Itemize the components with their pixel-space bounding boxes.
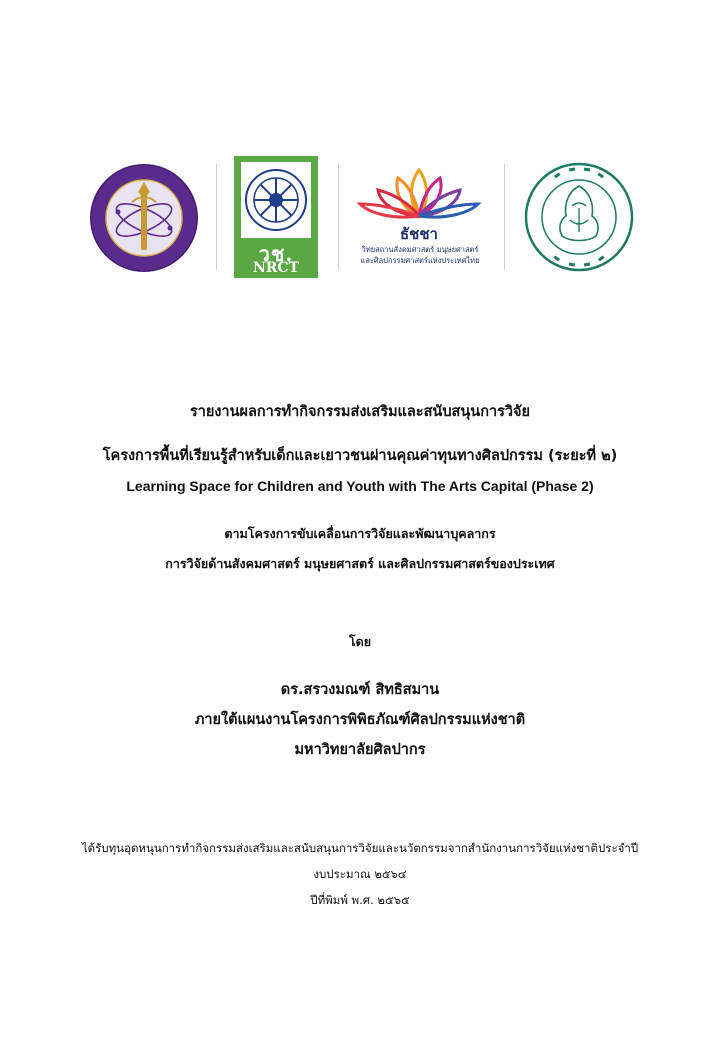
under-plan: ภายใต้แผนงานโครงการพิพิธภัณฑ์ศิลปกรรมแห่งชาติ — [194, 712, 526, 728]
project-title-english: Learning Space for Children and Youth with The Arts Capital (Phase 2) — [126, 478, 594, 494]
tssh-logo — [354, 164, 486, 276]
nrct-logo — [234, 156, 318, 278]
tssh-subtitle-line2: และศิลปกรรมศาสตร์แห่งประเทศไทย — [360, 256, 480, 265]
logo-divider — [338, 164, 339, 270]
nrct-thai-label: วช. — [258, 242, 294, 266]
project-title-thai: โครงการพื้นที่เรียนรู้สำหรับเด็กและเยาวชนผ่านคุณค่าทุนทางศิลปกรรม (ระยะที่ ๒) — [102, 448, 618, 464]
author-name: ดร.สรวงมณฑ์ สิทธิสมาน — [280, 682, 440, 698]
nrct-english-label: NRCT — [253, 260, 299, 276]
silpakorn-university-seal — [524, 162, 634, 272]
nrct-emblem-panel — [241, 162, 311, 238]
program-line-2: การวิจัยด้านสังคมศาสตร์ มนุษยศาสตร์ และศิลปกรรมศาสตร์ของประเทศ — [165, 556, 555, 571]
print-year: ปีที่พิมพ์ พ.ศ. ๒๕๖๕ — [310, 893, 410, 907]
logo-divider — [216, 164, 217, 270]
report-title: รายงานผลการทำกิจกรรมส่งเสริมและสนับสนุนการวิจัย — [189, 404, 531, 420]
dharma-wheel-icon — [241, 162, 311, 238]
ipst-logo — [88, 162, 200, 274]
logo-divider — [504, 164, 505, 270]
logo-row — [84, 154, 636, 280]
tssh-subtitle-line1: วิทยสถานสังคมศาสตร์ มนุษยศาสตร์ — [361, 245, 479, 254]
tssh-brand-label: ธัชชา — [400, 225, 438, 243]
funding-statement: ได้รับทุนอุดหนุนการทำกิจกรรมส่งเสริมและสนับสนุนการวิจัยและนวัตกรรมจากสำนักงานการวิจัยแห่งชาติประจำปี — [81, 841, 639, 855]
by-label: โดย — [348, 634, 372, 649]
program-line-1: ตามโครงการขับเคลื่อนการวิจัยและพัฒนาบุคลากร — [224, 526, 496, 541]
budget-year: งบประมาณ ๒๕๖๔ — [313, 867, 407, 881]
lotus-icon — [354, 164, 484, 224]
university-name: มหาวิทยาลัยศิลปากร — [294, 742, 426, 758]
